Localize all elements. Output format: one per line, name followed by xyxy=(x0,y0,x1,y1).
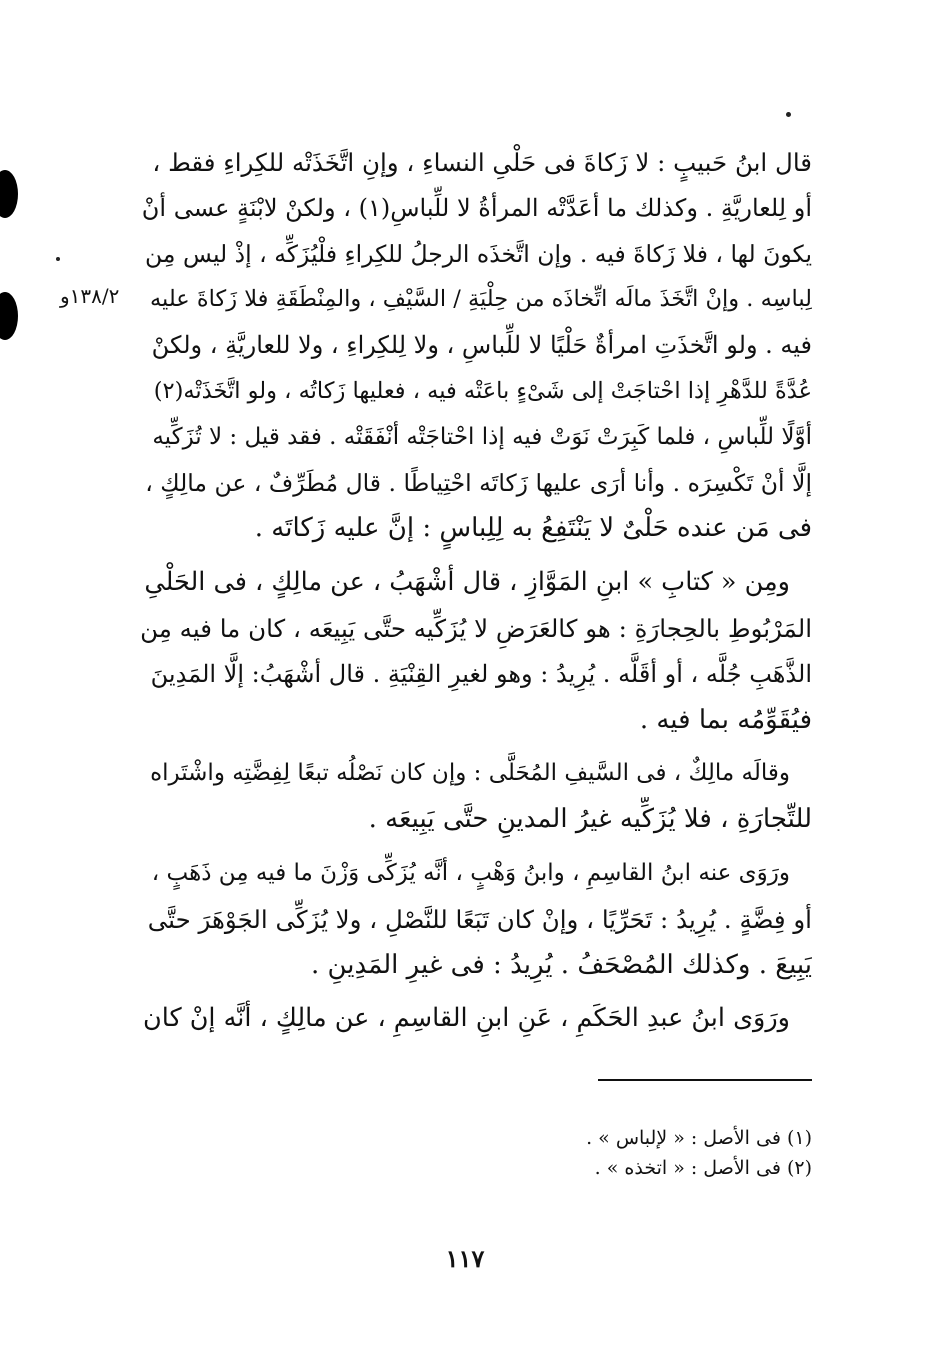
paragraph xyxy=(140,996,812,1042)
footnotes xyxy=(420,1123,812,1183)
text-line: أو فِضَّةٍ . يُرِيدُ : تَحَرِّيًا ، وإنْ كان تَبَعًا للنَّصْلِ ، ولا يُزَكِّى الجَوْهَرَ حتَّى xyxy=(147,904,812,934)
text-line: للتِّجارَةِ ، فلا يُزَكِّيه غيرُ المدينِ حتَّى يَبِيعَه . xyxy=(368,804,812,835)
text-line: فى مَن عنده حَلْىٌ لا يَنْتَفِعُ به لِلِباسٍ : إنَّ عليه زَكاتَه . xyxy=(254,513,812,544)
main-text xyxy=(140,140,812,1050)
paragraph xyxy=(140,560,812,743)
text-line: وقالَه مالِكٌ ، فى السَّيفِ المُحَلَّى : وإن كان نَصْلُه تبعًا لِفِضَّتِه واشْتَراه xyxy=(150,760,790,787)
text-line: فيه . ولو اتَّخذَتِ امرأةٌ حَلْيًا لا للِّباسِ ، ولا لِلكِراءِ ، ولا للعاريَّةِ ، ولكنْ xyxy=(151,331,812,360)
text-line: ورَوَى عنه ابنُ القاسِمِ ، وابنُ وَهْبٍ ، أنَّه يُزَكِّى وَزْنَ ما فيه مِن ذَهَبٍ ، xyxy=(151,859,790,886)
text-line: الذَّهَبِ جُلَّه ، أو أقَلَّه . يُرِيدُ : وهو لغيرِ القِنْيَةِ . قال أشْهَبُ: إلَّا المَدِينَ xyxy=(150,659,812,688)
paragraph xyxy=(140,140,812,552)
scan-speck xyxy=(786,112,791,117)
footnote-divider xyxy=(598,1079,812,1081)
text-line: فيُقَوِّمُه بما فيه . xyxy=(639,704,812,735)
paragraph xyxy=(140,751,812,843)
binder-hole xyxy=(0,170,18,218)
binder-hole xyxy=(0,292,18,340)
text-line: يكونَ لها ، فلا زَكاةَ فيه . وإن اتَّخذَه الرجلُ للكِراءِ فلْيُزَكِّه ، إذْ ليس مِن xyxy=(145,239,812,268)
text-line: يَبِيعَ . وكذلك المُصْحَفُ . يُرِيدُ : فى غيرِ المَدِينِ . xyxy=(310,949,812,980)
scan-speck xyxy=(56,257,60,261)
text-line: عُدَّةً للدَّهْرِ إذا احْتاجَتْ إلى شَىْءٍ باعَتْه فيه ، فعليها زَكاتُه ، ولو اتَّخَذَتْه(٢) xyxy=(153,377,812,404)
text-line: إلَّا أنْ تَكْسِرَه . وأنا أرَى عليها زَكاتَه احْتِياطًا . قال مُطَرِّفٌ ، عن مالِكٍ ، xyxy=(145,468,812,497)
text-line: قال ابنُ حَبيبٍ : لا زَكاةَ فى حَلْىِ النساءِ ، وإنِ اتَّخَذَتْه للكِراءِ فقط ، xyxy=(152,148,812,177)
text-line: ورَوَى ابنُ عبدِ الحَكَمِ ، عَنِ ابنِ القاسِمِ ، عن مالِكٍ ، أنَّه إنْ كان xyxy=(142,1003,790,1034)
footnote: (٢) فى الأصل : « اتخذه » . xyxy=(594,1157,812,1179)
footnote: (١) فى الأصل : « لإلباس » . xyxy=(586,1127,812,1149)
text-line: أوَّلًا للِّباسِ ، فلما كَبِرَتْ نَوَتْ فيه إذا احْتاجَتْه أنْفَقَتْه . فقد قيل : لا تُزَكِّيه xyxy=(152,423,812,450)
page-number: ١١٧ xyxy=(445,1244,485,1273)
paragraph xyxy=(140,851,812,988)
text-line: ومِن « كتابِ » ابنِ المَوَّازِ ، قال أشْهَبُ ، عن مالِكٍ ، فى الحَلْىِ xyxy=(144,567,790,598)
margin-manuscript-reference: ١٣٨/٢و xyxy=(60,284,120,308)
text-line: المَرْبُوطِ بالحِجارَةِ : هو كالعَرَضِ لا يُزَكِّيه حتَّى يَبِيعَه ، كان ما فيه مِن xyxy=(140,613,812,643)
text-line: أو لِلعاريَّةِ . وكذلك ما أعَدَّتْه المرأةُ لا للِّباسِ(١) ، ولكنْ لابْنَةٍ عسى أنْ xyxy=(141,193,812,222)
text-line: لِباسِه . وإنْ اتَّخَذَ مالَه اتِّخاذَه من حِلْيَةِ / السَّيْفِ ، والمِنْطَقَةِ فلا زَكاةَ عليه xyxy=(149,286,812,313)
